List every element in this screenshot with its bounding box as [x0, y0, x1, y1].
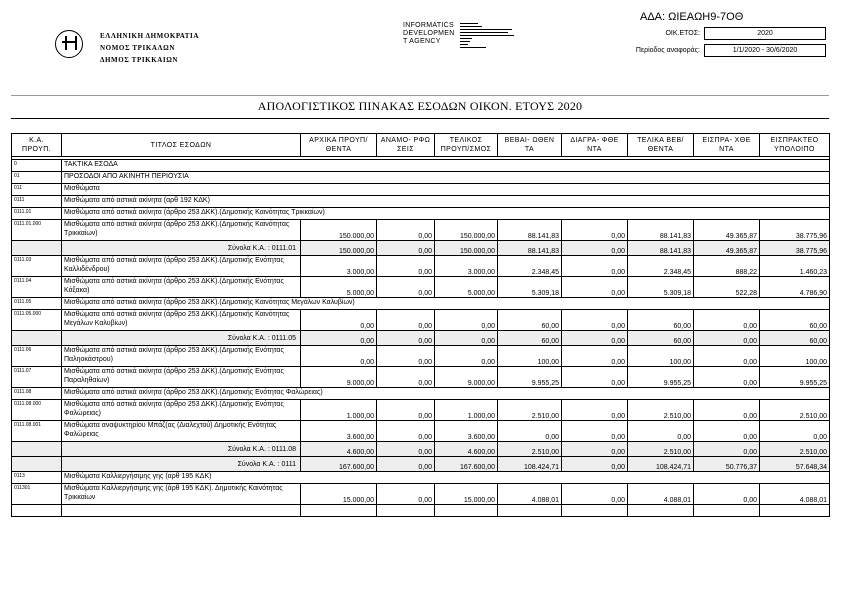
empty-cell	[562, 505, 628, 517]
row-value: 0,00	[562, 367, 628, 388]
subtotal-value: 0,00	[562, 331, 628, 346]
row-value: 2.348,45	[628, 256, 694, 277]
row-value: 0,00	[694, 346, 760, 367]
empty-cell	[694, 505, 760, 517]
row-value: 0,00	[562, 346, 628, 367]
col-header-initial: ΑΡΧΙΚΑ ΠΡΟΥΠ/ΘΕΝΤΑ	[301, 134, 377, 157]
row-value: 0,00	[301, 346, 377, 367]
row-value: 0,00	[562, 400, 628, 421]
table-row-heading	[12, 172, 830, 184]
top-divider	[11, 95, 829, 96]
subtotal-code-cell	[12, 331, 62, 346]
row-value: 60,00	[628, 310, 694, 331]
row-code: 0111.05.000	[12, 310, 62, 331]
row-value: 0,00	[377, 484, 435, 505]
col-header-final-budget: ΤΕΛΙΚΟΣ ΠΡΟΥΠ/ΣΜΟΣ	[435, 134, 498, 157]
subtotal-value: 88.141,83	[628, 241, 694, 256]
table-row	[12, 256, 830, 277]
row-value: 9.000,00	[435, 367, 498, 388]
row-value: 0,00	[377, 256, 435, 277]
table-row-subtotal	[12, 331, 830, 346]
row-value: 60,00	[760, 310, 830, 331]
row-value: 0,00	[562, 220, 628, 241]
col-header-remaining: ΕΙΣΠΡΑΚΤΕΟ ΥΠΟΛΟΙΠΟ	[760, 134, 830, 157]
row-code: 01	[12, 172, 62, 184]
subtotal-value: 60,00	[628, 331, 694, 346]
table-row	[12, 220, 830, 241]
row-value: 1.000,00	[435, 400, 498, 421]
row-value: 0,00	[562, 277, 628, 298]
empty-cell	[12, 505, 62, 517]
empty-cell	[301, 505, 377, 517]
row-code: 0113	[12, 472, 62, 484]
subtotal-value: 4.600,00	[301, 442, 377, 457]
row-value: 100,00	[760, 346, 830, 367]
row-value: 0,00	[562, 310, 628, 331]
subtotal-value: 0,00	[377, 331, 435, 346]
row-value: 3.000,00	[301, 256, 377, 277]
row-value: 150.000,00	[301, 220, 377, 241]
row-value: 0,00	[377, 400, 435, 421]
subtotal-code-cell	[12, 241, 62, 256]
row-description: Μισθώματα από αστικά ακίνητα (άρθρο 253 ΔΚΚ).(Δημοτικής Ενότητας Φαλώρειας)	[62, 388, 830, 400]
table-row-empty	[12, 505, 830, 517]
empty-cell	[435, 505, 498, 517]
empty-cell	[377, 505, 435, 517]
page-title: ΑΠΟΛΟΓΙΣΤΙΚΟΣ ΠΙΝΑΚΑΣ ΕΣΟΔΩΝ ΟΙΚΟΝ. ΕΤΟΥΣ 2020	[257, 99, 583, 113]
row-value: 150.000,00	[435, 220, 498, 241]
subtotal-code-cell	[12, 457, 62, 472]
subtotal-value: 108.424,71	[498, 457, 562, 472]
row-value: 4.088,01	[760, 484, 830, 505]
table-row	[12, 421, 830, 442]
row-code: 0	[12, 160, 62, 172]
subtotal-label: Σύνολα Κ.Α. : 0111.01	[62, 241, 301, 256]
row-value: 0,00	[694, 367, 760, 388]
row-code: 011301	[12, 484, 62, 505]
row-value: 0,00	[301, 310, 377, 331]
row-code: 0111.04	[12, 277, 62, 298]
col-header-deleted: ΔΙΑΓΡΑ- ΦΘΕ ΝΤΑ	[562, 134, 628, 157]
empty-cell	[62, 505, 301, 517]
row-description: Μισθώματα από αστικά ακίνητα (άρθρο 253 ΔΚΚ).(Δημοτικής Ενότητας Φαλώρειας)	[62, 400, 301, 421]
row-value: 3.000,00	[435, 256, 498, 277]
subtotal-value: 50.776,37	[694, 457, 760, 472]
row-value: 15.000,00	[301, 484, 377, 505]
subtotal-value: 4.600,00	[435, 442, 498, 457]
subtotal-value: 60,00	[498, 331, 562, 346]
table-row-heading	[12, 208, 830, 220]
table-row-subtotal	[12, 442, 830, 457]
subtotal-value: 60,00	[760, 331, 830, 346]
agency-line-3: T AGENCY	[403, 38, 441, 45]
row-value: 3.600,00	[301, 421, 377, 442]
table-header-row	[12, 134, 830, 157]
col-header-ka: Κ.Α. ΠΡΟΥΠ.	[12, 134, 62, 157]
table-row	[12, 346, 830, 367]
col-header-desc: ΤΙΤΛΟΣ ΕΣΟΔΩΝ	[62, 134, 301, 157]
row-code: 0111.06	[12, 346, 62, 367]
row-value: 1.460,23	[760, 256, 830, 277]
row-value: 0,00	[377, 277, 435, 298]
subtotal-value: 2.510,00	[628, 442, 694, 457]
row-value: 0,00	[435, 310, 498, 331]
row-description: Μισθώματα από αστικά ακίνητα (άρθρο 253 ΔΚΚ).(Δημοτικής Καινότητας Τρικκαίων)	[62, 220, 301, 241]
signature-stamp-icon	[460, 22, 520, 54]
table-row-heading	[12, 472, 830, 484]
period-field: 1/1/2020 - 30/6/2020	[704, 44, 826, 57]
row-value: 0,00	[562, 484, 628, 505]
title-divider	[11, 118, 829, 119]
row-code: 0111.01.000	[12, 220, 62, 241]
table-row	[12, 400, 830, 421]
row-description: Μισθώματα Καλλιεργήσιμης γης (άρθ 195 ΚΔΚ). Δημοτικής Καινότητας Τρικκαίων	[62, 484, 301, 505]
row-value: 0,00	[377, 346, 435, 367]
row-value: 0,00	[562, 421, 628, 442]
subtotal-label: Σύνολα Κ.Α. : 0111.08	[62, 442, 301, 457]
row-description: Μισθώματα από αστικά ακίνητα (άρθρο 253 ΔΚΚ).(Δημοτικής Καινότητας Μεγάλων Καλυβίων)	[62, 298, 830, 310]
row-value: 0,00	[498, 421, 562, 442]
row-value: 9.955,25	[498, 367, 562, 388]
row-value: 2.510,00	[498, 400, 562, 421]
row-value: 0,00	[377, 220, 435, 241]
row-value: 0,00	[377, 421, 435, 442]
row-value: 2.510,00	[760, 400, 830, 421]
row-description: Μισθώματα από αστικά ακίνητα (άρθρο 253 ΔΚΚ).(Δημοτικής Ενότητας Παληοκάστρου)	[62, 346, 301, 367]
row-value: 0,00	[694, 310, 760, 331]
ada-code: ΑΔΑ: ΩΙΕΑΩΗ9-7ΟΘ	[640, 11, 744, 23]
row-value: 88.141,83	[628, 220, 694, 241]
table-row-heading	[12, 184, 830, 196]
row-value: 0,00	[435, 346, 498, 367]
row-value: 38.775,96	[760, 220, 830, 241]
row-value: 9.955,25	[760, 367, 830, 388]
table-row	[12, 367, 830, 388]
table-row-heading	[12, 388, 830, 400]
revenue-table	[11, 133, 830, 517]
period-label: Περίοδος αναφοράς:	[635, 47, 700, 54]
row-description: Μισθώματα Καλλιεργήσιμης γης (αρθ 195 ΚΔΚ)	[62, 472, 830, 484]
subtotal-value: 0,00	[301, 331, 377, 346]
subtotal-value: 2.510,00	[498, 442, 562, 457]
row-value: 2.510,00	[628, 400, 694, 421]
subtotal-value: 38.775,96	[760, 241, 830, 256]
row-description: Μισθώματα από αστικά ακίνητα (άρθρο 253 ΔΚΚ).(Δημοτικής Ενότητας Παραληθαίων)	[62, 367, 301, 388]
row-value: 100,00	[498, 346, 562, 367]
col-header-collected: ΕΙΣΠΡΑ- ΧΘΕ ΝΤΑ	[694, 134, 760, 157]
subtotal-value: 88.141,83	[498, 241, 562, 256]
table-row-heading	[12, 298, 830, 310]
agency-line-1: INFORMATICS	[403, 22, 455, 29]
row-description: Μισθώματα από αστικά ακίνητα (άρθρο 253 ΔΚΚ).(Δημοτικής Καινότητας Τρικκαίων)	[62, 208, 830, 220]
row-value: 888,22	[694, 256, 760, 277]
subtotal-value: 0,00	[435, 331, 498, 346]
row-code: 0111	[12, 196, 62, 208]
row-value: 4.786,90	[760, 277, 830, 298]
row-code: 0111.07	[12, 367, 62, 388]
row-value: 5.000,00	[435, 277, 498, 298]
fiscal-year-field: 2020	[704, 27, 826, 40]
table-row-heading	[12, 196, 830, 208]
table-row	[12, 277, 830, 298]
row-value: 0,00	[377, 367, 435, 388]
row-description: ΤΑΚΤΙΚΑ ΕΣΟΔΑ	[62, 160, 830, 172]
greek-emblem-icon	[55, 30, 83, 58]
fiscal-year-label: ΟΙΚ.ΕΤΟΣ:	[665, 30, 700, 37]
row-value: 0,00	[694, 421, 760, 442]
row-value: 5.309,18	[628, 277, 694, 298]
row-value: 88.141,83	[498, 220, 562, 241]
row-value: 15.000,00	[435, 484, 498, 505]
row-value: 9.000,00	[301, 367, 377, 388]
subtotal-value: 0,00	[377, 442, 435, 457]
row-value: 0,00	[377, 310, 435, 331]
row-value: 49.365,87	[694, 220, 760, 241]
row-code: 011	[12, 184, 62, 196]
row-value: 4.088,01	[628, 484, 694, 505]
subtotal-value: 150.000,00	[435, 241, 498, 256]
table-row	[12, 484, 830, 505]
row-value: 5.309,18	[498, 277, 562, 298]
subtotal-value: 49.365,87	[694, 241, 760, 256]
row-code: 0111.03	[12, 256, 62, 277]
row-value: 0,00	[562, 256, 628, 277]
row-code: 0111.05	[12, 298, 62, 310]
subtotal-value: 0,00	[694, 331, 760, 346]
row-code: 0111.08	[12, 388, 62, 400]
row-value: 2.348,45	[498, 256, 562, 277]
subtotal-label: Σύνολα Κ.Α. : 0111.05	[62, 331, 301, 346]
subtotal-value: 2.510,00	[760, 442, 830, 457]
empty-cell	[628, 505, 694, 517]
subtotal-value: 167.600,00	[301, 457, 377, 472]
row-description: Μισθώματα από αστικά ακίνητα (άρθρο 253 ΔΚΚ).(Δημοτικής Ενότητας Κάξακα)	[62, 277, 301, 298]
row-code: 0111.01	[12, 208, 62, 220]
col-header-certified: ΒΕΒΑΙ- ΩΘΕΝ ΤΑ	[498, 134, 562, 157]
subtotal-value: 108.424,71	[628, 457, 694, 472]
table-row-heading	[12, 160, 830, 172]
subtotal-value: 0,00	[377, 241, 435, 256]
row-value: 0,00	[760, 421, 830, 442]
row-code: 0111.08.001	[12, 421, 62, 442]
row-code: 0111.08.000	[12, 400, 62, 421]
row-value: 5.000,00	[301, 277, 377, 298]
subtotal-value: 0,00	[377, 457, 435, 472]
digital-signature-stamp	[460, 22, 520, 54]
table-row-subtotal	[12, 457, 830, 472]
row-value: 4.088,01	[498, 484, 562, 505]
table-body	[12, 157, 830, 517]
subtotal-value: 0,00	[694, 442, 760, 457]
row-value: 60,00	[498, 310, 562, 331]
header-line-3: ΔΗΜΟΣ ΤΡΙΚΚΑΙΩΝ	[100, 56, 179, 64]
row-value: 9.955,25	[628, 367, 694, 388]
subtotal-value: 57.648,34	[760, 457, 830, 472]
row-value: 0,00	[694, 484, 760, 505]
col-header-final-certified: ΤΕΛΙΚΑ ΒΕΒ/ΘΕΝΤΑ	[628, 134, 694, 157]
subtotal-value: 167.600,00	[435, 457, 498, 472]
empty-cell	[498, 505, 562, 517]
header-line-1: ΕΛΛΗΝΙΚΗ ΔΗΜΟΚΡΑΤΙΑ	[100, 32, 199, 40]
row-description: Μισθώματα αναψυκτηρίου Μπάζ(ας (Διαλεχτού) Δημοτικής Ενότητας Φαλώρειας	[62, 421, 301, 442]
empty-cell	[760, 505, 830, 517]
subtotal-value: 150.000,00	[301, 241, 377, 256]
table-row	[12, 310, 830, 331]
row-value: 100,00	[628, 346, 694, 367]
row-description: Μισθώματα από αστικά ακίνητα (αρθ 192 ΚΔΚ)	[62, 196, 830, 208]
header-line-2: ΝΟΜΟΣ ΤΡΙΚΑΛΩΝ	[100, 44, 175, 52]
table-row-subtotal	[12, 241, 830, 256]
subtotal-label: Σύνολα Κ.Α. : 0111	[62, 457, 301, 472]
row-description: Μισθώματα	[62, 184, 830, 196]
row-description: Μισθώματα από αστικά ακίνητα (άρθρο 253 ΔΚΚ).(Δημοτικής Καινότητας Μεγάλων Καλυβίων)	[62, 310, 301, 331]
row-description: ΠΡΟΣΟΔΟΙ ΑΠΟ ΑΚΙΝΗΤΗ ΠΕΡΙΟΥΣΙΑ	[62, 172, 830, 184]
subtotal-code-cell	[12, 442, 62, 457]
col-header-revisions: ΑΝΑΜΟ- ΡΦΩ ΣΕΙΣ	[377, 134, 435, 157]
row-value: 0,00	[628, 421, 694, 442]
subtotal-value: 0,00	[562, 457, 628, 472]
row-description: Μισθώματα από αστικά ακίνητα (άρθρο 253 ΔΚΚ).(Δημοτικής Ενότητας Καλλιδένδρου)	[62, 256, 301, 277]
agency-line-2: DEVELOPMEN	[403, 30, 455, 37]
row-value: 3.600,00	[435, 421, 498, 442]
subtotal-value: 0,00	[562, 442, 628, 457]
row-value: 1.000,00	[301, 400, 377, 421]
subtotal-value: 0,00	[562, 241, 628, 256]
row-value: 0,00	[694, 400, 760, 421]
row-value: 522,28	[694, 277, 760, 298]
